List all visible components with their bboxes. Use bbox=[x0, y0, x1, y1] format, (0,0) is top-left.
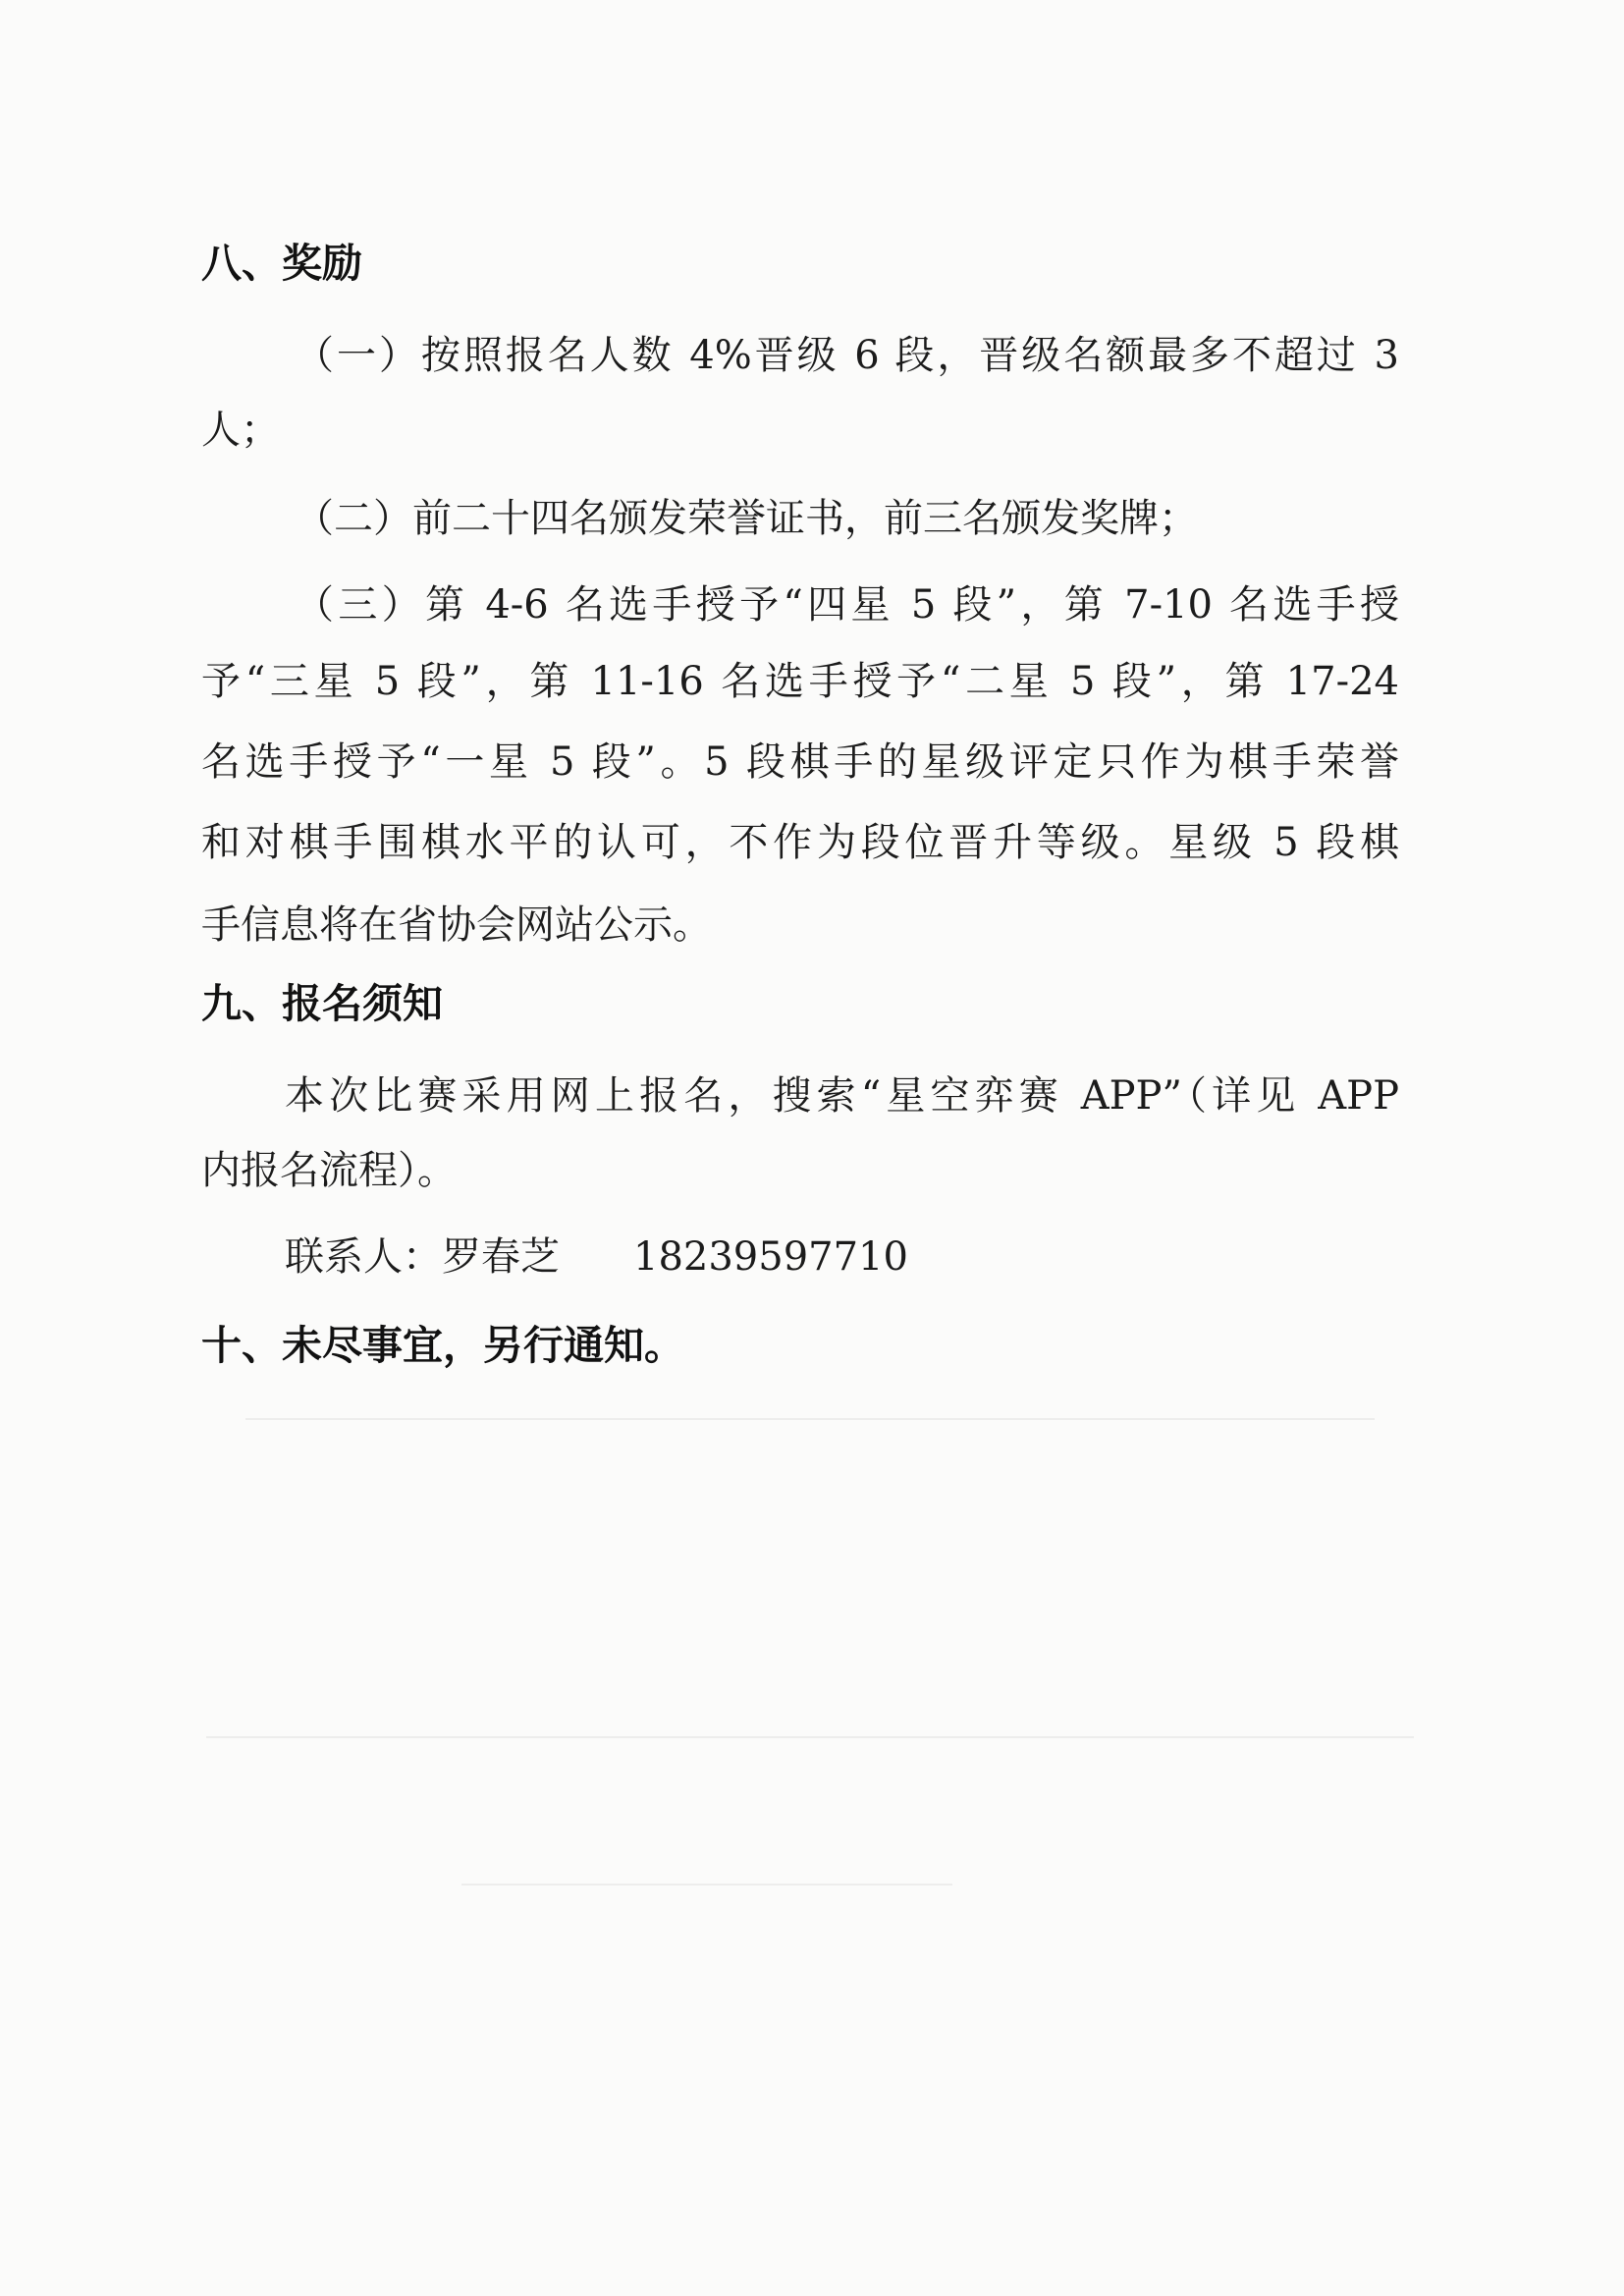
contact-phone: 18239597710 bbox=[633, 1234, 908, 1280]
award-item2: （二）前二十四名颁发荣誉证书，前三名颁发奖牌； bbox=[295, 496, 1198, 541]
award-item3-line2: 予“三星 5 段”，第 11-16 名选手授予“二星 5 段”，第 17-24 bbox=[201, 659, 1399, 704]
award-item1-line1: （一）按照报名人数 4%晋级 6 段，晋级名额最多不超过 3 bbox=[295, 333, 1399, 378]
show-through-mark bbox=[245, 1418, 1375, 1420]
award-item3-line3: 名选手授予“一星 5 段”。5 段棋手的星级评定只作为棋手荣誉 bbox=[201, 739, 1399, 785]
award-item1-line2: 人； bbox=[201, 408, 280, 453]
section8-heading: 八、奖励 bbox=[201, 240, 362, 287]
section10-heading: 十、未尽事宜，另行通知。 bbox=[201, 1322, 684, 1369]
award-item3-line5: 手信息将在省协会网站公示。 bbox=[201, 902, 712, 948]
show-through-mark bbox=[461, 1884, 952, 1886]
award-item3-line4: 和对棋手围棋水平的认可，不作为段位晋升等级。星级 5 段棋 bbox=[201, 820, 1399, 865]
award-item3-line1: （三）第 4-6 名选手授予“四星 5 段”，第 7-10 名选手授 bbox=[295, 582, 1399, 628]
contact-label: 联系人：罗春芝 bbox=[285, 1234, 560, 1280]
show-through-mark bbox=[206, 1736, 1414, 1738]
registration-para-line2: 内报名流程）。 bbox=[201, 1148, 457, 1193]
registration-para-line1: 本次比赛采用网上报名，搜索“星空弈赛 APP”（详见 APP bbox=[285, 1073, 1399, 1119]
section9-heading: 九、报名须知 bbox=[201, 980, 443, 1027]
